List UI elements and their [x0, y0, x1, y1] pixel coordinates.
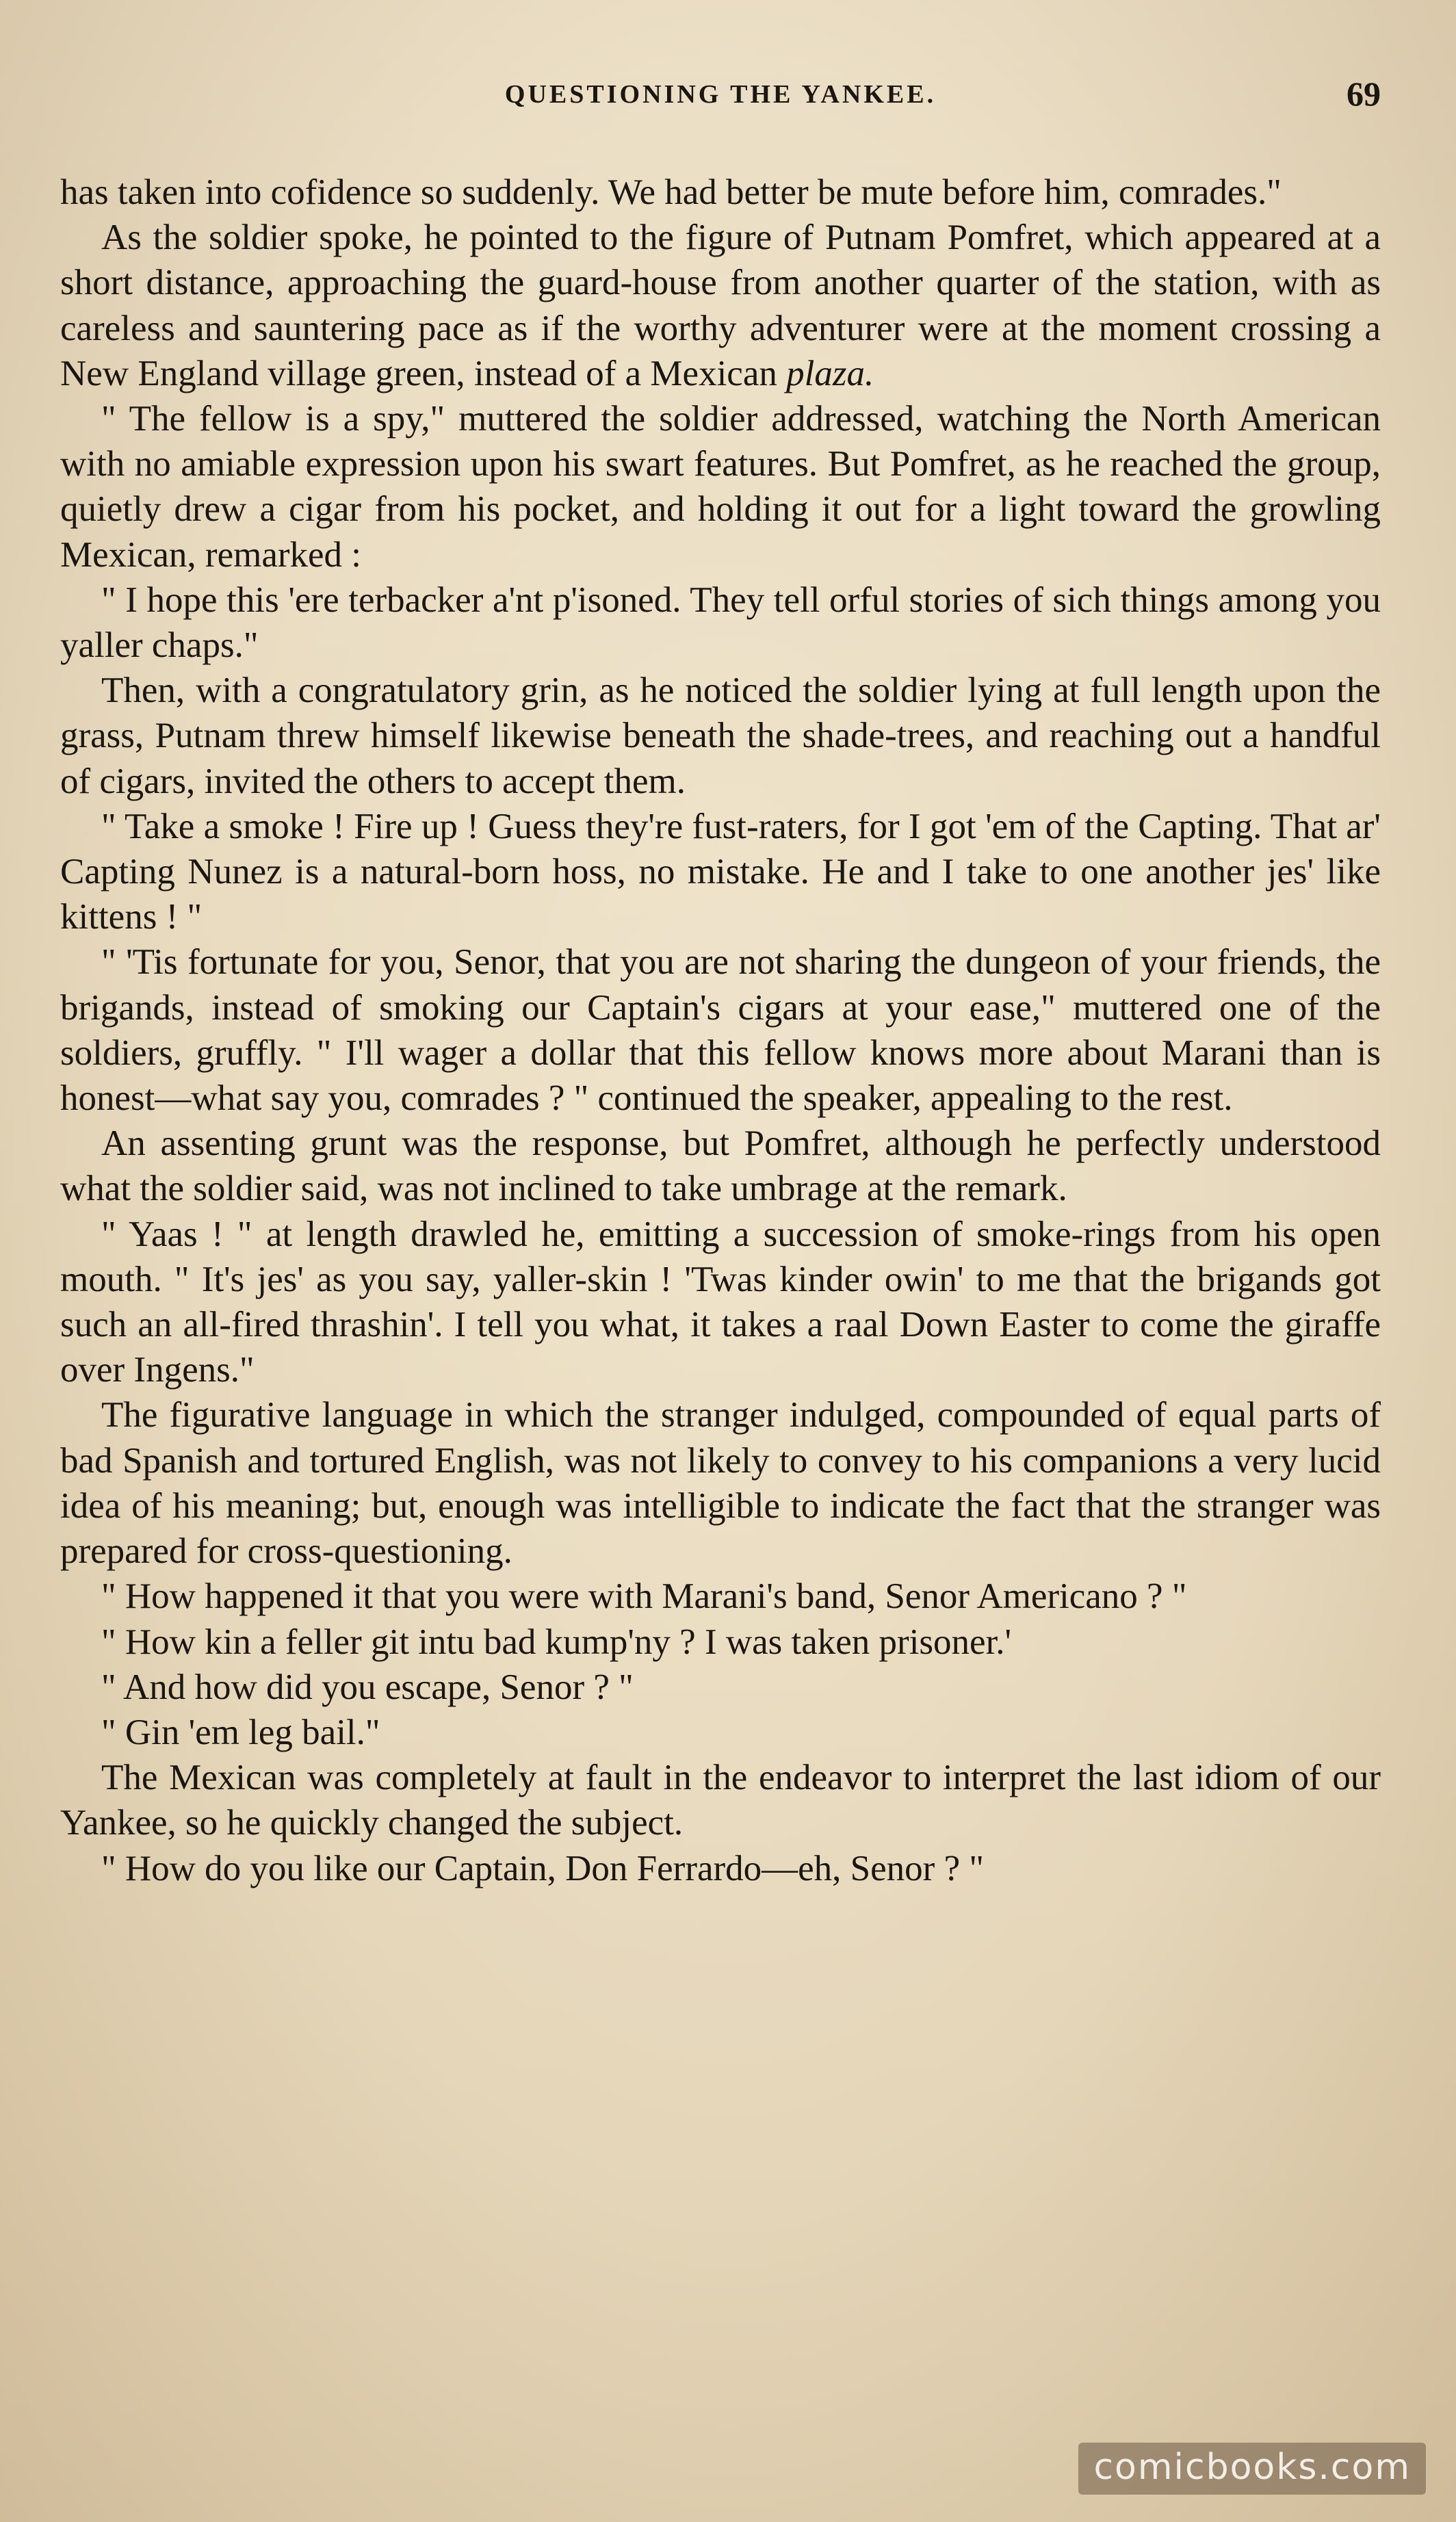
- paragraph: has taken into cofidence so suddenly. We had better be mute before him, comrades.": [60, 172, 1282, 212]
- body-text: [60, 170, 1381, 1891]
- paragraph: " Take a smoke ! Fire up ! Guess they're fust-raters, for I got 'em of the Capting. That ar' Capting Nunez is a natural-born hoss, no mistake. He and I take to one another jes' like kittens ! ": [60, 806, 1381, 937]
- paragraph: The figurative language in which the stranger indulged, compounded of equal parts of bad Spanish and tortured English, was not likely to convey to his companions a very lucid idea of his meaning; but, enough was intelligible to indicate the fact that the stranger was prepared for cross-questioning.: [60, 1395, 1381, 1572]
- page-header: [60, 74, 1381, 115]
- paragraph: " How happened it that you were with Marani's band, Senor Americano ? ": [101, 1576, 1187, 1617]
- paragraph: " I hope this 'ere terbacker a'nt p'isoned. They tell orful stories of sich things among you yaller chaps.": [60, 580, 1381, 666]
- italic-word: plaza.: [786, 353, 874, 393]
- paragraph: [60, 215, 1381, 396]
- paragraph: " How kin a feller git intu bad kump'ny ? I was taken prisoner.': [101, 1622, 1012, 1662]
- watermark: comicbooks.com: [1078, 2443, 1426, 2495]
- paragraph: " And how did you escape, Senor ? ": [101, 1667, 634, 1707]
- page-number: 69: [1347, 75, 1381, 113]
- running-head: QUESTIONING THE YANKEE.: [504, 80, 937, 109]
- paragraph: Then, with a congratulatory grin, as he noticed the soldier lying at full length upon the grass, Putnam threw himself likewise beneath the shade-trees, and reaching out a handful of cigars, invited the others to accept them.: [60, 671, 1381, 801]
- paragraph: " How do you like our Captain, Don Ferrardo—eh, Senor ? ": [101, 1848, 984, 1888]
- paragraph: " The fellow is a spy," muttered the soldier addressed, watching the North American with no amiable expression upon his swart features. But Pomfret, as he reached the group, quietly drew a cigar from his pocket, and holding it out for a light toward the growling Mexican, remarked :: [60, 399, 1381, 575]
- paragraph: " Gin 'em leg bail.": [101, 1712, 380, 1752]
- paragraph: The Mexican was completely at fault in the endeavor to interpret the last idiom of our Yankee, so he quickly changed the subject.: [60, 1758, 1381, 1843]
- paragraph: " Yaas ! " at length drawled he, emitting a succession of smoke-rings from his open mouth. " It's jes' as you say, yaller-skin ! 'Twas kinder owin' to me that the brigands got such an all-fired thrashin'. I tell you what, it takes a raal Down Easter to come the giraffe over Ingens.": [60, 1214, 1381, 1390]
- paragraph: An assenting grunt was the response, but Pomfret, although he perfectly understood what the soldier said, was not inclined to take umbrage at the remark.: [60, 1123, 1381, 1209]
- paragraph: " 'Tis fortunate for you, Senor, that you are not sharing the dungeon of your friends, the brigands, instead of smoking our Captain's cigars at your ease," muttered one of the soldiers, gruffly. " I'll wager a dollar that this fellow knows more about Marani than is honest—what say you, comrades ? " continued the speaker, appealing to the rest.: [60, 942, 1381, 1119]
- paragraph-text: As the soldier spoke, he pointed to the figure of Putnam Pomfret, which appeared at a short distance, approaching the guard-house from another quarter of the station, with as careless and sauntering pace as if the worthy adventurer were at the moment crossing a New England village green, instead of a Mexican: [60, 218, 1381, 393]
